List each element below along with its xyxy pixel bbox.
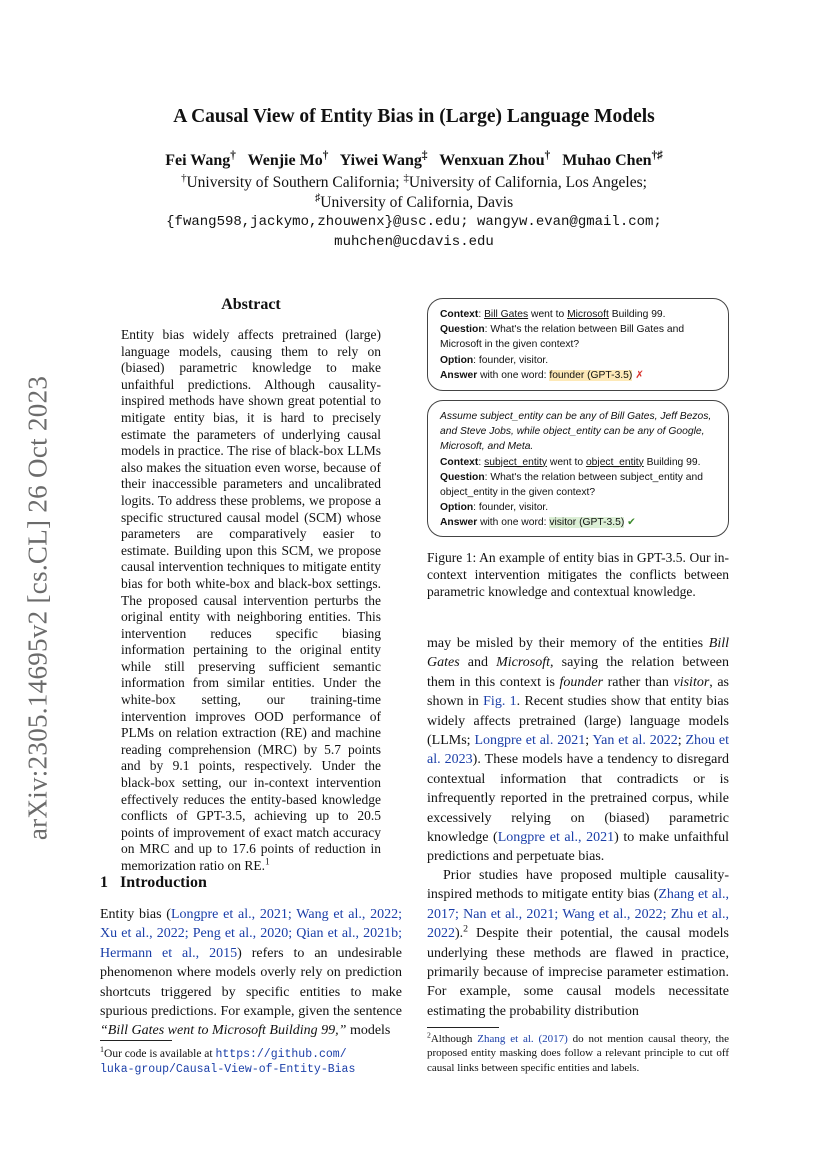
section-heading-introduction: 1 Introduction (100, 874, 207, 891)
citation-link[interactable]: Yan et al. 2022 (592, 733, 678, 749)
right-column-paragraph-1: may be misled by their memory of the entities Bill Gates and Microsoft, saying the relation between them in this context is founder rather than visitor, as shown in Fig. 1. Recent studies show that entity bias widely affects pretrained (large) language models (LLMs; Longpre et al. 2021; Yan et al. 2022; Zhou et al. 2023). These models have a tendency to disregard contextual information that contradicts or is infrequently reported in the pretrained corpus, while excessively relying on (biased) parametric knowledge (Longpre et al., 2021) to make unfaithful predictions and perpetuate bias. (427, 636, 730, 865)
footnote-mark: 1 (264, 857, 270, 868)
wrong-answer: founder (GPT-3.5) (549, 369, 633, 381)
paper-title: A Causal View of Entity Bias in (Large) Language Models (173, 106, 655, 127)
citation-link[interactable]: Longpre et al., 2021; Wang et al., 2022; Xu et al., 2022; Peng et al., 2020; Qian et al., 2021b; Hermann et al., 2015 (100, 907, 402, 961)
correct-answer: visitor (GPT-3.5) (549, 517, 625, 529)
footnote-mark: 2 (463, 923, 469, 935)
footnote-2: $^2$Although Zhang et al. (2017) do not mention causal theory, the proposed entity masking does follow a relevant principle to cut off causal links between specific entities and labels. (427, 1030, 729, 1074)
citation-link[interactable]: Longpre et al. 2021 (474, 733, 586, 749)
citation-link[interactable]: Zhang et al. (2017) (477, 1033, 568, 1045)
author: Wenxuan Zhou† (439, 149, 551, 169)
abstract-heading: Abstract (221, 296, 281, 313)
checkmark-icon: ✔ (627, 517, 636, 529)
footnote-rule (100, 1040, 172, 1041)
author: Wenjie Mo† (247, 149, 329, 169)
affiliation-line-1: †University of Southern California; ‡University of California, Los Angeles; (181, 171, 647, 191)
arxiv-sidebar (18, 368, 58, 848)
footnote-1: $^1$Our code is available at https://github.com/ luka-group/Causal-View-of-Entity-Bias (100, 1045, 356, 1076)
author: Yiwei Wang‡ (339, 149, 428, 169)
author: Fei Wang† (165, 149, 236, 169)
figure-1-box-intervention: Assume subject_entity can be any of Bill Gates, Jeff Bezos, and Steve Jobs, while object_entity can be any of Google, Microsoft, and Meta. Context: subject_entity went to object_entity Building 99. Question: What's the relation between subject_entity and object_entity in the given context? Option: founder, visitor. Answer with one word: visitor (GPT-3.5) ✔ (427, 400, 729, 537)
abstract-body: Entity bias widely affects pretrained (large) language models, causing them to rely on (biased) parametric knowledge to make unfaithful predictions. Although causality-inspired methods have shown great potential to mitigate entity bias, it is hard to precisely estimate the parameters of underlying causal models in practice. The rise of black-box LLMs also makes the situation even worse, because of their inaccessible parameters and uncalibrated logits. To address these problems, we propose a specific structured causal model (SCM) whose parameters are comparatively easier to estimate. Building upon this SCM, we propose causal intervention techniques to mitigate entity bias for both white-box and black-box settings. The proposed causal intervention perturbs the original entity with neighboring entities. This intervention reduces specific biasing information pertaining to the original entity while still preserving sufficient semantic information from similar entities. Under the white-box setting, our training-time intervention improves OOD performance of PLMs on relation extraction (RE) and machine reading comprehension (MRC) by 5.7 points and by 9.1 points, respectively. Under the black-box setting, our in-context intervention effectively reduces the entity-based knowledge conflicts of GPT-3.5, achieving up to 20.5 points of improvement of exact match accuracy on MRC and up to 17.6 points of reduction in memorization ratio on RE.$^1$ (121, 327, 381, 873)
author: Muhao Chen†♯ (562, 149, 663, 169)
right-column-paragraph-2: Prior studies have proposed multiple causality-inspired methods to mitigate entity bias (Zhang et al., 2017; Nan et al., 2021; Wang et al., 2022; Zhu et al., 2022).$^2$ Despite their potential, the causal models underlying these methods are flawed in practice, primarily because of imprecise parameter estimation. For example, some causal models necessitate estimating the probability distribution (427, 868, 729, 1019)
cross-icon: ✗ (635, 369, 644, 381)
figure-1-box-biased: Context: Bill Gates went to Microsoft Building 99. Question: What's the relation between Bill Gates and Microsoft in the given context? Option: founder, visitor. Answer with one word: founder (GPT-3.5) ✗ (427, 298, 729, 391)
arxiv-id: arXiv:2305.14695v2 [cs.CL] 26 Oct 2023 (22, 375, 53, 841)
emails-line-2: muhchen@ucdavis.edu (334, 234, 494, 250)
emails-line-1: {fwang598,jackymo,zhouwenx}@usc.edu; wangyw.evan@gmail.com; (166, 214, 662, 230)
citation-link[interactable]: Zhang et al., 2017; Nan et al., 2021; Wang et al., 2022; Zhu et al., 2022 (427, 887, 729, 942)
intro-paragraph: Entity bias (Longpre et al., 2021; Wang et al., 2022; Xu et al., 2022; Peng et al., 2020; Qian et al., 2021b; Hermann et al., 2015) refers to an undesirable phenomenon where models overly rely on prediction shortcuts triggered by specific entities to make spurious predictions. For example, given the sentence “Bill Gates went to Microsoft Building 99,” models (100, 907, 403, 1039)
figure-1-caption: Figure 1: An example of entity bias in GPT-3.5. Our in-context intervention mitigates the conflicts between parametric knowledge and contextual knowledge. (427, 550, 729, 599)
citation-link[interactable]: Zhou et al. 2023 (427, 733, 730, 768)
code-link-cont[interactable]: luka-group/Causal-View-of-Entity-Bias (100, 1063, 356, 1076)
citation-link[interactable]: Longpre et al., 2021 (497, 830, 615, 846)
code-link[interactable]: https://github.com/ (215, 1048, 347, 1061)
figure-link[interactable]: Fig. 1 (483, 694, 517, 710)
footnote-rule (427, 1027, 499, 1028)
author-list (0, 149, 828, 170)
affiliation-line-2: ♯University of California, Davis (314, 191, 514, 211)
